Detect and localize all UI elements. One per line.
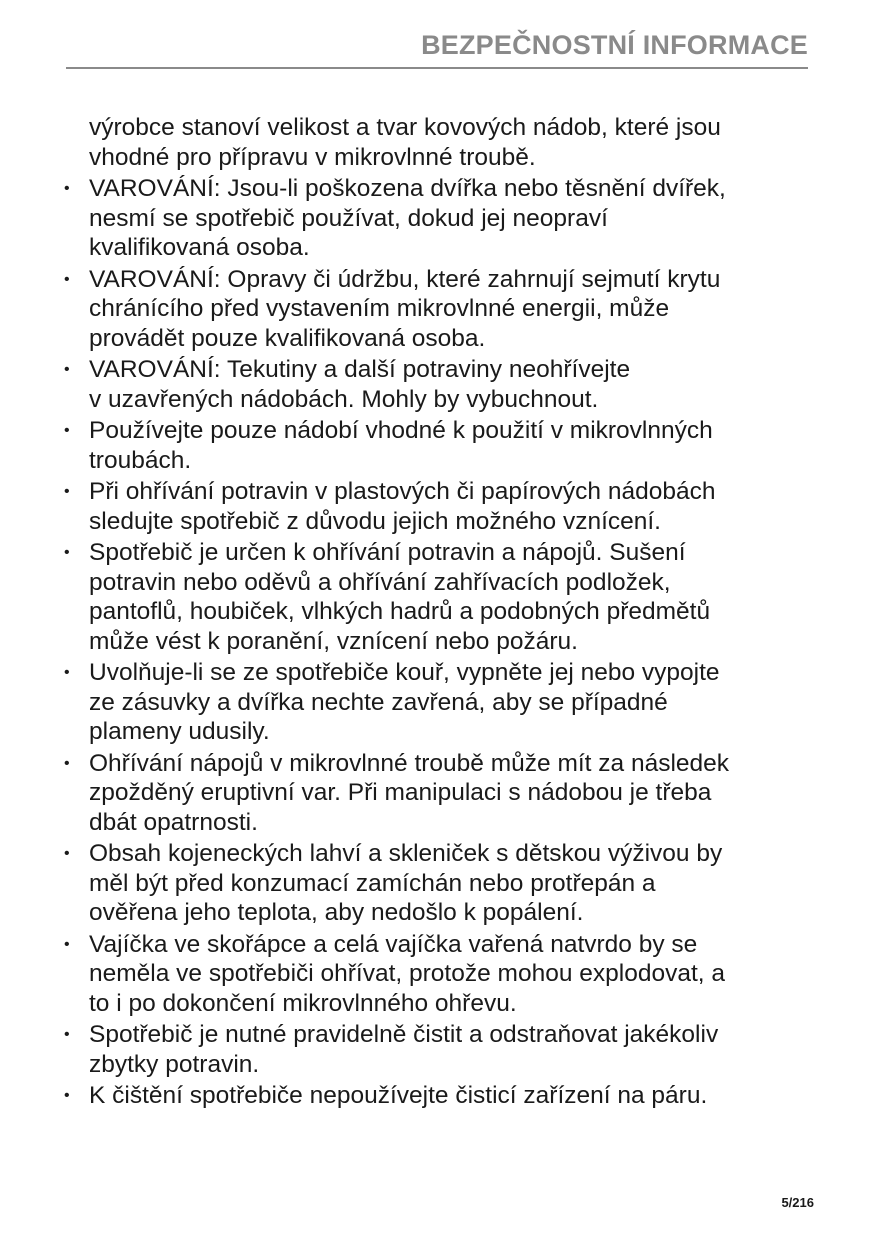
bullet-icon: • bbox=[64, 180, 70, 197]
list-item bbox=[62, 416, 812, 475]
text-line: to i po dokončení mikrovlnného ohřevu. bbox=[89, 989, 517, 1017]
list-item bbox=[62, 174, 812, 263]
bullet-icon: • bbox=[64, 422, 70, 439]
bullet-icon: • bbox=[64, 361, 70, 378]
text-line: chránícího před vystavením mikrovlnné energii, může bbox=[89, 295, 670, 322]
list-item bbox=[62, 930, 812, 1019]
section-title: BEZPEČNOSTNÍ INFORMACE bbox=[421, 30, 808, 60]
text-line: Při ohřívání potravin v plastových či papírových nádobách bbox=[89, 478, 716, 505]
bullet-icon: • bbox=[64, 1026, 70, 1043]
header-divider bbox=[66, 67, 808, 69]
bullet-icon: • bbox=[64, 664, 70, 681]
bullet-icon: • bbox=[64, 483, 70, 500]
bullet-icon: • bbox=[64, 935, 70, 953]
text-line: v uzavřených nádobách. Mohly by vybuchnout. bbox=[89, 385, 599, 413]
text-line: VAROVÁNÍ: Jsou-li poškozena dvířka nebo těsnění dvířek, bbox=[89, 175, 726, 202]
text-line: K čištění spotřebiče nepoužívejte čisticí zařízení na páru. bbox=[89, 1082, 708, 1109]
text-line: nesmí se spotřebič používat, dokud jej neopraví bbox=[89, 204, 608, 232]
list-item bbox=[62, 658, 812, 747]
text-line: Vajíčka ve skořápce a celá vajíčka vařená natvrdo by se bbox=[89, 930, 698, 958]
text-line: Spotřebič je určen k ohřívání potravin a nápojů. Sušení bbox=[89, 539, 686, 566]
text-line: zpožděný eruptivní var. Při manipulaci s nádobou je třeba bbox=[89, 779, 712, 806]
bullet-list bbox=[62, 174, 812, 1111]
text-line: Uvolňuje-li se ze spotřebiče kouř, vypněte jej nebo vypojte bbox=[89, 659, 720, 686]
list-item bbox=[62, 355, 812, 414]
intro-paragraph bbox=[62, 113, 812, 172]
text-line: výrobce stanoví velikost a tvar kovových nádob, které jsou bbox=[89, 114, 721, 141]
text-line: dbát opatrnosti. bbox=[89, 808, 258, 836]
list-item bbox=[62, 1020, 812, 1079]
text-line: potravin nebo oděvů a ohřívání zahřívacích podložek, bbox=[89, 568, 671, 596]
text-line: vhodné pro přípravu v mikrovlnné troubě. bbox=[89, 143, 536, 171]
text-line: Používejte pouze nádobí vhodné k použití v mikrovlnných bbox=[89, 417, 713, 444]
text-line: VAROVÁNÍ: Tekutiny a další potraviny neohřívejte bbox=[89, 356, 631, 383]
text-line: pantoflů, houbiček, vlhkých hadrů a podobných předmětů bbox=[89, 598, 711, 625]
text-line: Spotřebič je nutné pravidelně čistit a odstraňovat jakékoliv bbox=[89, 1021, 719, 1048]
bullet-icon: • bbox=[64, 1087, 70, 1104]
text-line: provádět pouze kvalifikovaná osoba. bbox=[89, 324, 486, 352]
text-line: plameny udusily. bbox=[89, 718, 270, 745]
text-line: ze zásuvky a dvířka nechte zavřená, aby se případné bbox=[89, 688, 668, 716]
text-line: zbytky potravin. bbox=[89, 1050, 260, 1078]
page-header bbox=[66, 30, 808, 70]
bullet-icon: • bbox=[64, 845, 70, 862]
bullet-icon: • bbox=[64, 270, 70, 288]
list-item bbox=[62, 538, 812, 656]
text-line: sledujte spotřebič z důvodu jejich možného vznícení. bbox=[89, 507, 661, 535]
page-number: 5/216 bbox=[781, 1195, 814, 1210]
text-line: kvalifikovaná osoba. bbox=[89, 234, 310, 261]
list-item bbox=[62, 839, 812, 928]
text-line: měl být před konzumací zamíchán nebo protřepán a bbox=[89, 869, 656, 897]
list-item bbox=[62, 265, 812, 354]
text-line: ověřena jeho teplota, aby nedošlo k popálení. bbox=[89, 899, 584, 926]
bullet-icon: • bbox=[64, 754, 70, 772]
text-line: VAROVÁNÍ: Opravy či údržbu, které zahrnují sejmutí krytu bbox=[89, 265, 721, 293]
text-line: neměla ve spotřebiči ohřívat, protože mohou explodovat, a bbox=[89, 960, 726, 987]
bullet-icon: • bbox=[64, 544, 70, 561]
text-line: Obsah kojeneckých lahví a skleniček s dětskou výživou by bbox=[89, 840, 723, 867]
list-item bbox=[62, 1081, 812, 1111]
text-line: troubách. bbox=[89, 446, 192, 474]
list-item bbox=[62, 749, 812, 838]
text-line: může vést k poranění, vznícení nebo požáru. bbox=[89, 627, 578, 655]
text-line: Ohřívání nápojů v mikrovlnné troubě může mít za následek bbox=[89, 749, 730, 777]
safety-info-content bbox=[62, 113, 812, 1113]
list-item bbox=[62, 477, 812, 536]
